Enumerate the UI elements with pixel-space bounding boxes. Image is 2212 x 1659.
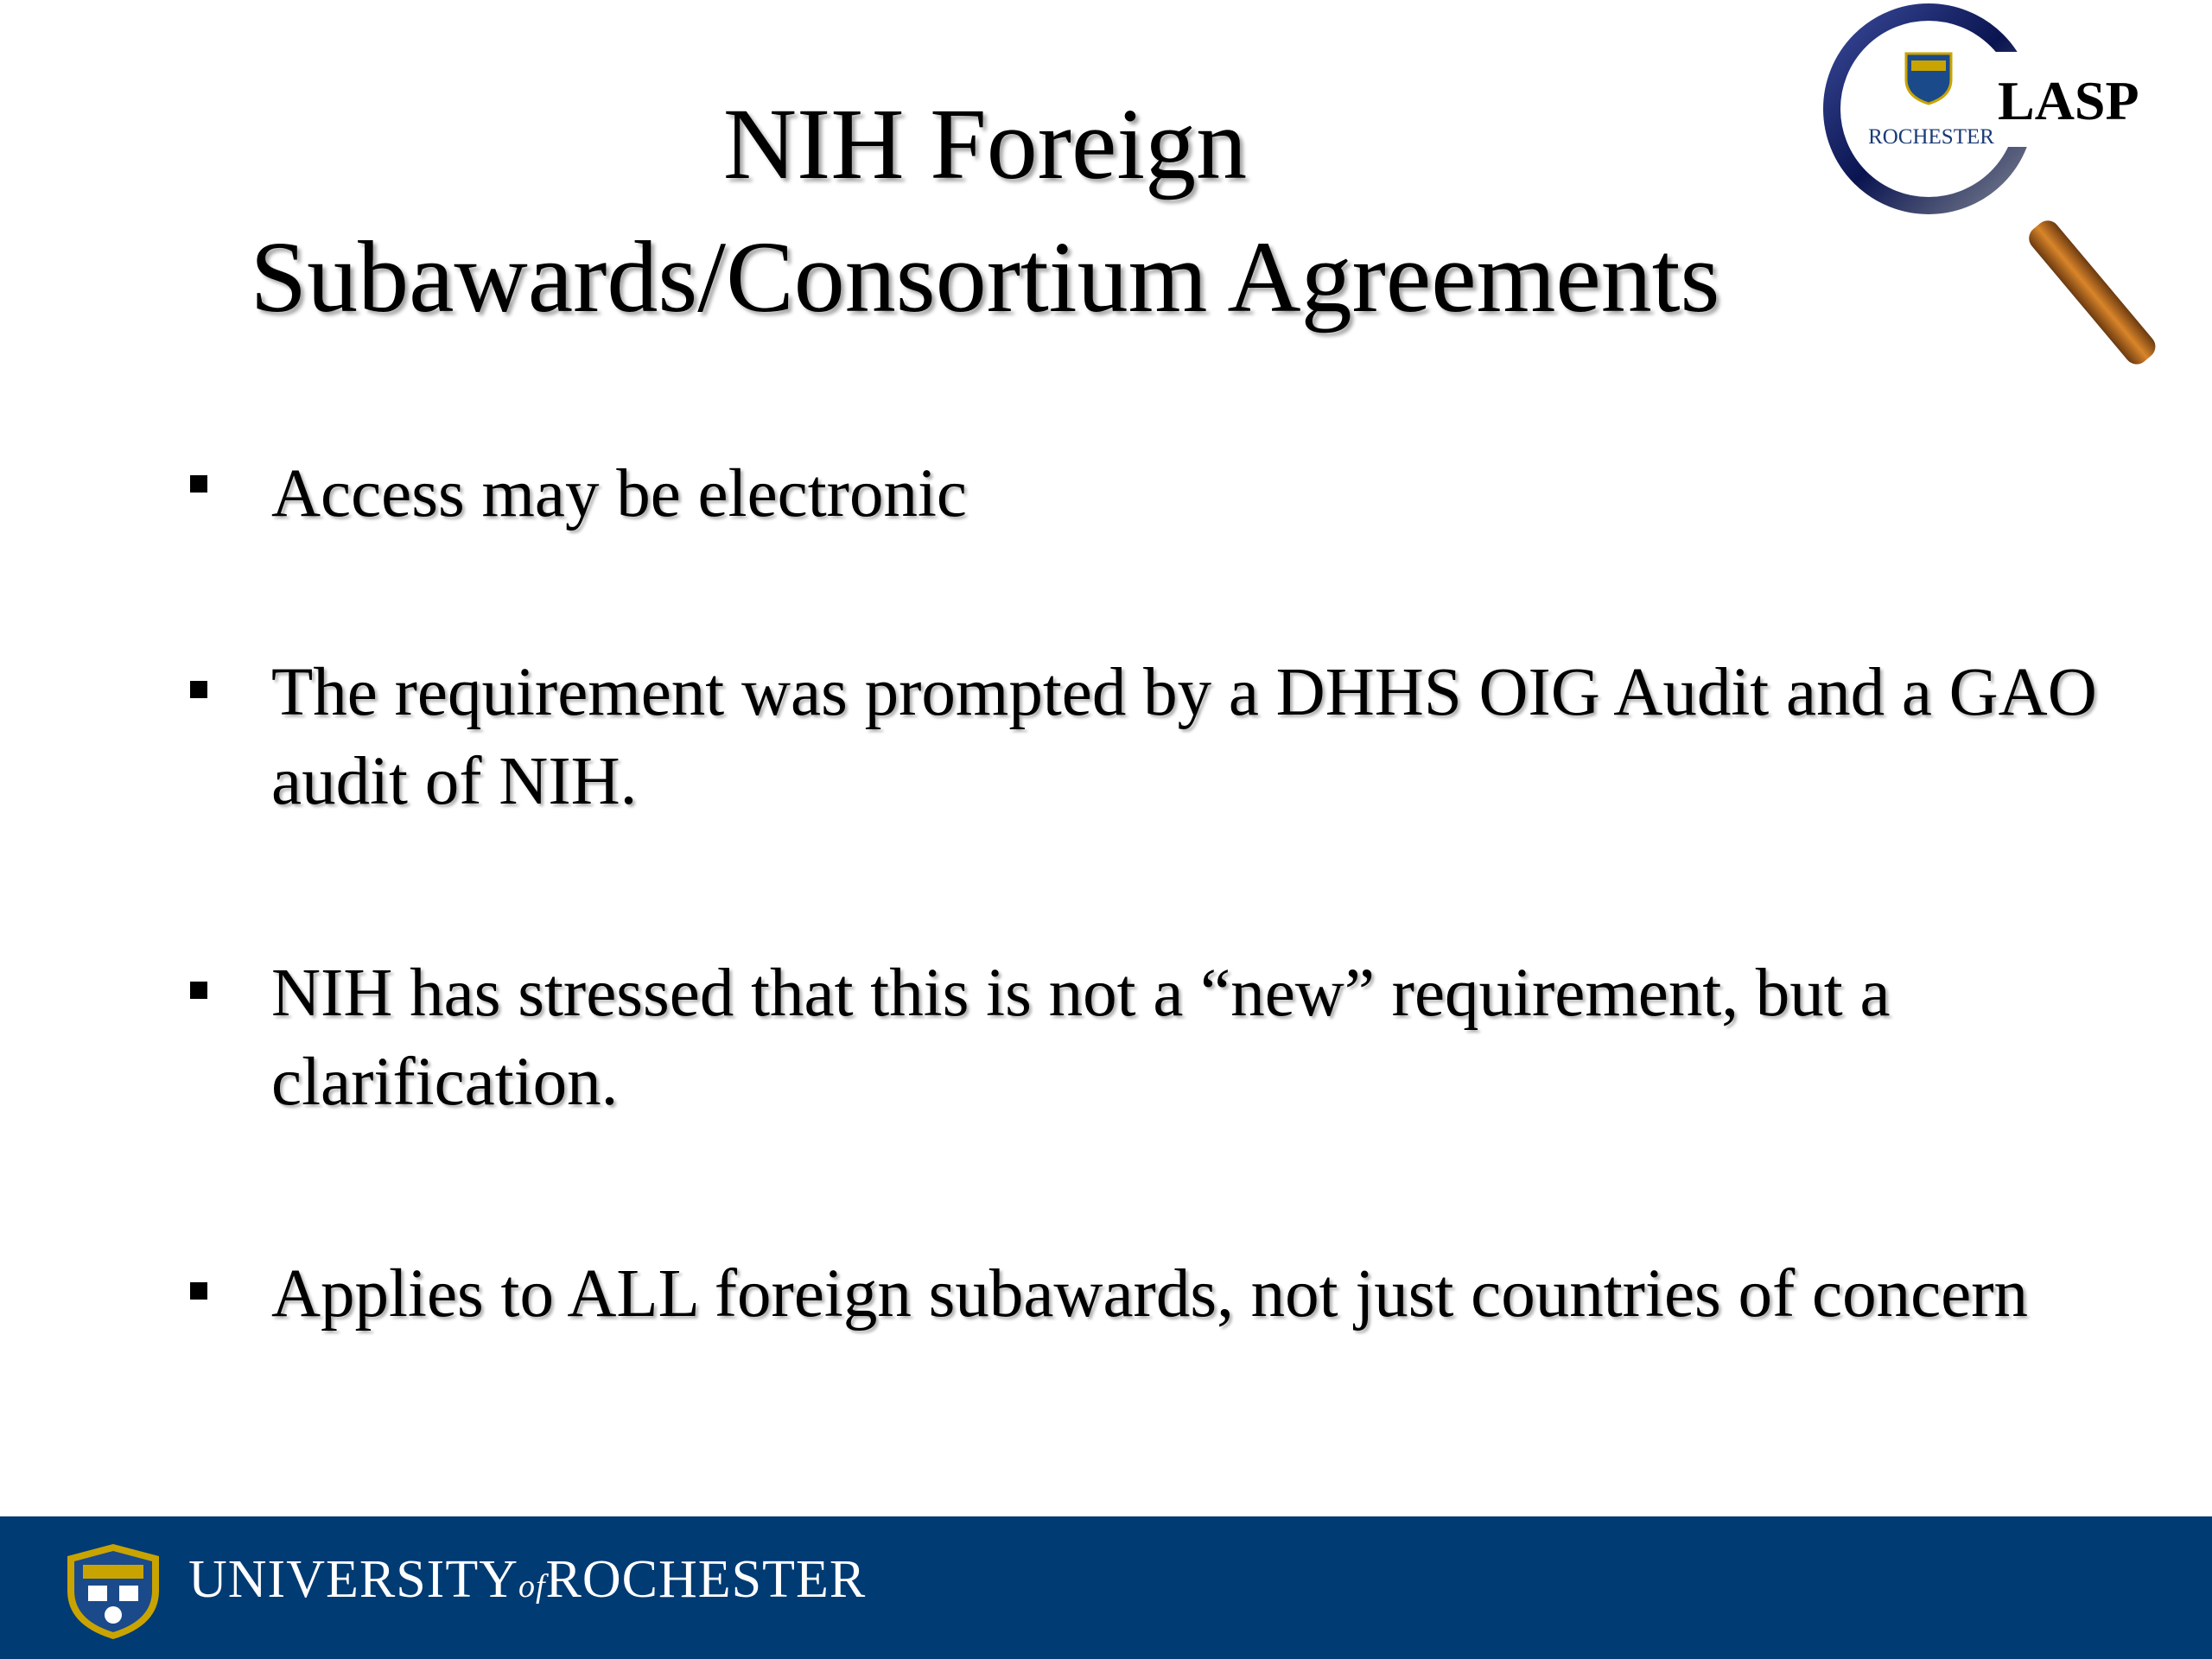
footer-bar [0, 1516, 2212, 1659]
slide-title-line-2: Subawards/Consortium Agreements [250, 220, 1720, 334]
university-name-part-1: UNIVERSITY [188, 1550, 518, 1609]
lasp-logo-label: LASP [1998, 70, 2139, 131]
bullet-text: The requirement was prompted by a DHHS OIG Audit and a GAO audit of NIH. [271, 655, 2097, 819]
bullet-text: Applies to ALL foreign subawards, not just countries of concern [271, 1256, 2029, 1332]
square-bullet-icon [190, 1282, 207, 1300]
university-name [188, 1549, 866, 1617]
square-bullet-icon [190, 681, 207, 698]
bullet-text: Access may be electronic [271, 456, 967, 531]
university-name-part-2: ROCHESTER [545, 1550, 867, 1609]
square-bullet-icon [190, 982, 207, 999]
bullet-text: NIH has stressed that this is not a “new” requirement, but a clarification. [271, 956, 1891, 1120]
slide-title-line-1: NIH Foreign [722, 87, 1248, 200]
lasp-logo-university-text: ROCHESTER [1868, 125, 1994, 149]
university-seal-icon [62, 1541, 164, 1643]
university-name-of: of [518, 1568, 546, 1605]
square-bullet-icon [190, 475, 207, 493]
